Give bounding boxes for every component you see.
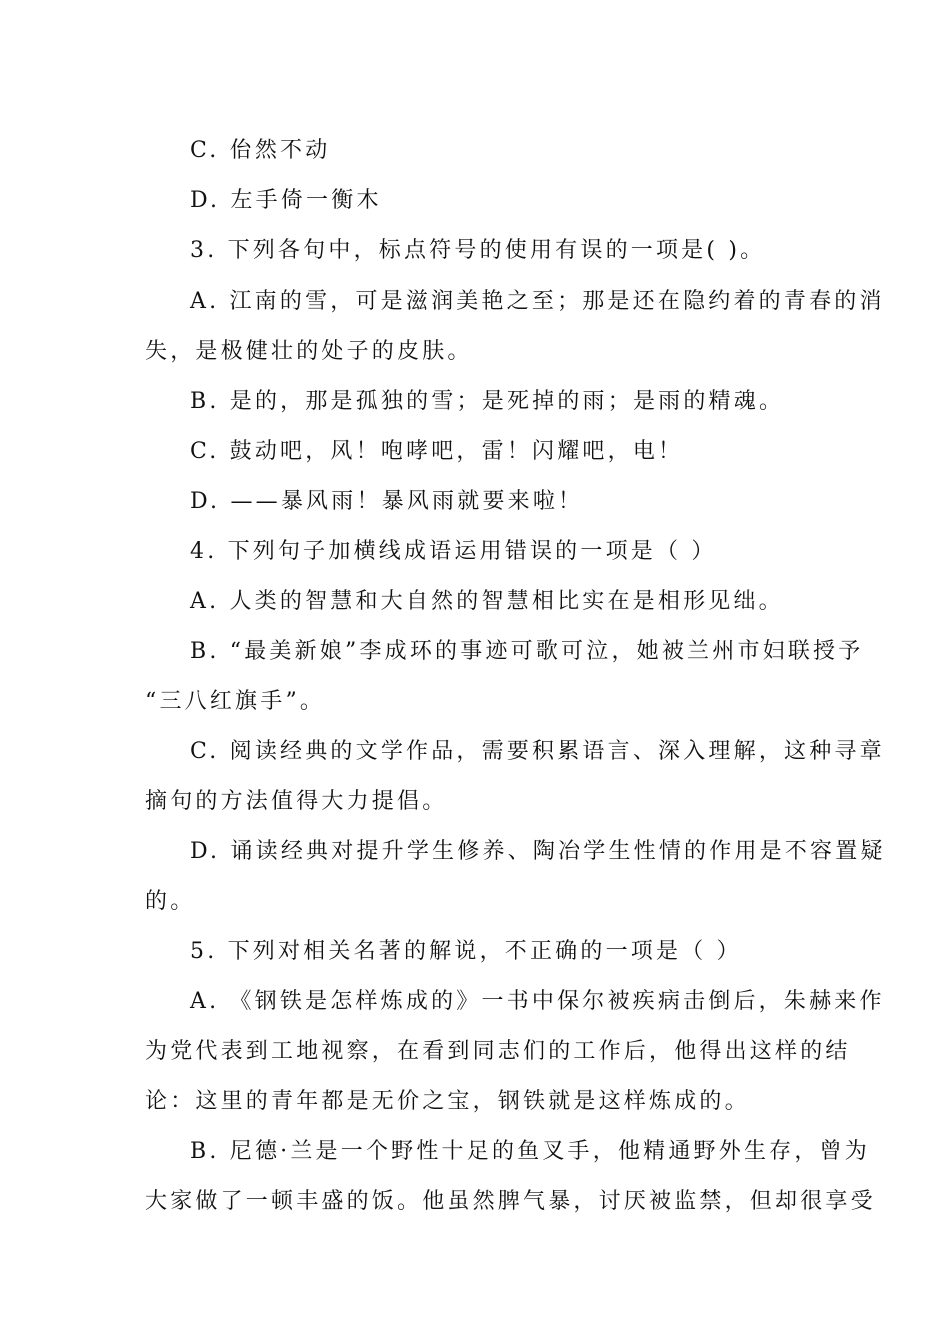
q4-option-c-line-2: 摘句的方法值得大力提倡。 [145,789,448,814]
q5-option-b-line-1: B. 尼德·兰是一个野性十足的鱼叉手，他精通野外生存，曾为 [190,1139,870,1164]
option-d-line: D. 左手倚一衡木 [190,188,382,213]
q4-option-b-line-2: “三八红旗手”。 [145,689,326,714]
q4-option-a: A. 人类的智慧和大自然的智慧相比实在是相形见绌。 [190,589,784,614]
q5-option-a-line-1: A. 《钢铁是怎样炼成的》一书中保尔被疾病击倒后，朱赫来作 [190,989,885,1014]
option-c-line: C. 佁然不动 [190,138,331,163]
q3-option-b: B. 是的，那是孤独的雪；是死掉的雨；是雨的精魂。 [190,389,785,414]
question-4-stem: 4. 下列句子加横线成语运用错误的一项是（ ） [190,539,717,564]
q4-option-b-line-1: B. “最美新娘”李成环的事迹可歌可泣，她被兰州市妇联授予 [190,639,864,664]
q3-option-a-line-1: A. 江南的雪，可是滋润美艳之至；那是还在隐约着的青春的消 [190,289,885,314]
q4-option-d-line-2: 的。 [145,889,196,914]
q5-option-b-line-2: 大家做了一顿丰盛的饭。他虽然脾气暴，讨厌被监禁，但却很享受 [145,1189,876,1214]
q5-option-a-line-2: 为党代表到工地视察，在看到同志们的工作后，他得出这样的结 [145,1039,851,1064]
question-3-stem: 3. 下列各句中，标点符号的使用有误的一项是( )。 [190,238,766,263]
q5-option-a-line-3: 论：这里的青年都是无价之宝，钢铁就是这样炼成的。 [145,1089,750,1114]
q3-option-a-line-2: 失，是极健壮的处子的皮肤。 [145,339,473,364]
q4-option-c-line-1: C. 阅读经典的文学作品，需要积累语言、深入理解，这种寻章 [190,739,885,764]
q3-option-c: C. 鼓动吧，风！咆哮吧，雷！闪耀吧，电！ [190,439,684,464]
question-5-stem: 5. 下列对相关名著的解说，不正确的一项是（ ） [190,939,742,964]
q3-option-d: D. ——暴风雨！暴风雨就要来啦！ [190,489,584,514]
q4-option-d-line-1: D. 诵读经典对提升学生修养、陶冶学生性情的作用是不容置疑 [190,839,886,864]
